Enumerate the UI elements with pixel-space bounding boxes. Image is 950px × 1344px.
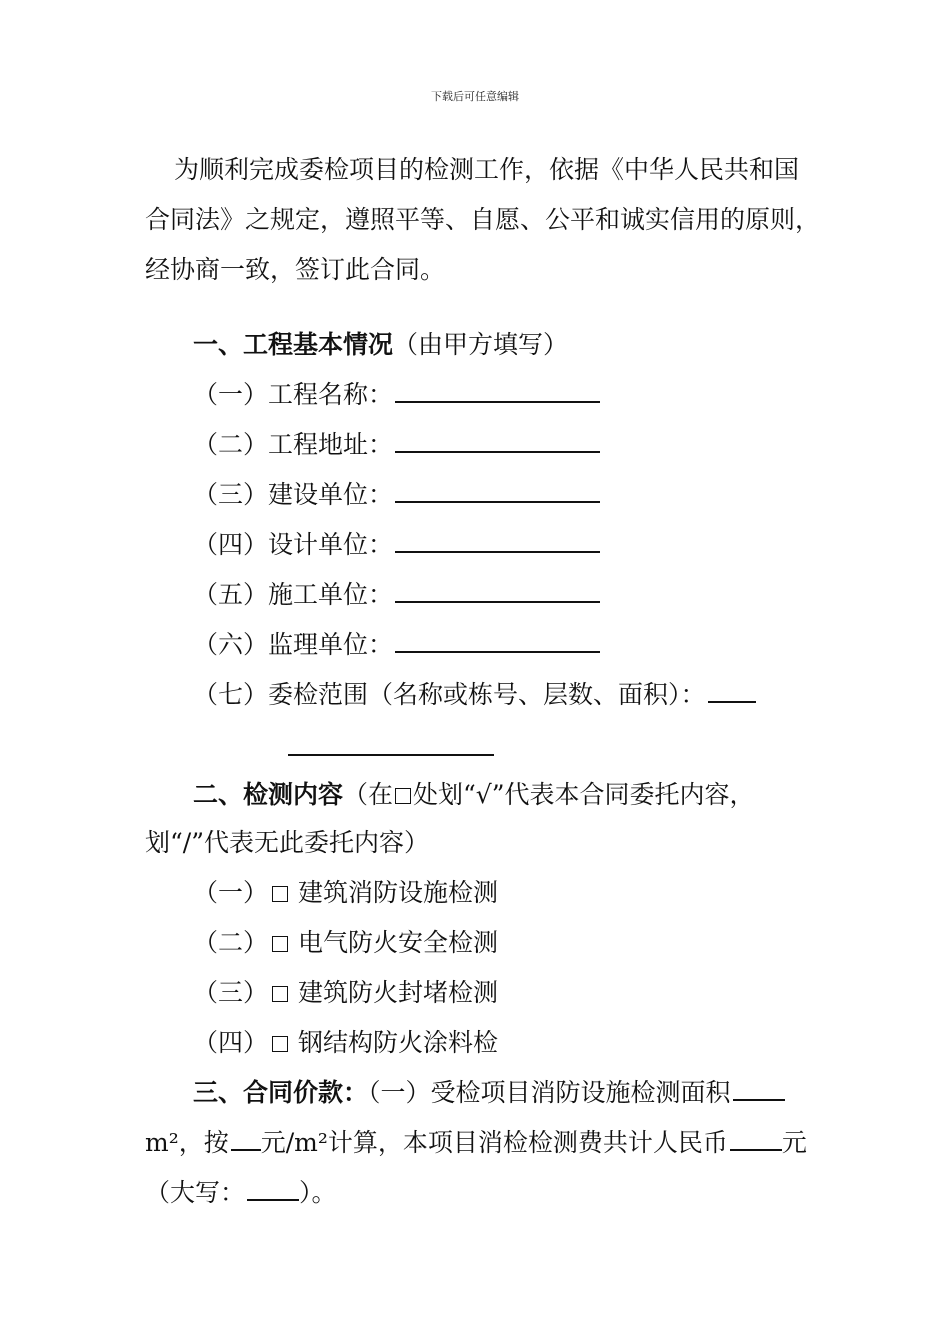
inspection-scope-blank[interactable] (708, 677, 756, 703)
supervision-unit-row (193, 620, 600, 670)
item-number: （一） (193, 380, 269, 409)
intro-line-1: 为顺利完成委检项目的检测工作，依据《中华人民共和国 (174, 155, 800, 184)
item-number: （二） (193, 430, 269, 459)
section-2-note-line-2: 划“/”代表无此委托内容） (145, 828, 429, 857)
item-label: 建筑消防设施检测 (298, 878, 499, 907)
section-2-title: 二、检测内容 (193, 780, 344, 809)
intro-line-3: 经协商一致，签订此合同。 (145, 255, 446, 284)
item-number: （二） (193, 928, 269, 957)
test-item-fire-sealing (193, 968, 498, 1018)
area-blank[interactable] (733, 1075, 785, 1101)
item-number: （六） (193, 630, 269, 659)
item-label: 工程名称： (268, 380, 394, 409)
item-label: 设计单位： (268, 530, 394, 559)
item-number: （一） (193, 878, 269, 907)
builder-unit-blank[interactable] (395, 577, 600, 603)
builder-unit-row (193, 570, 600, 620)
section-1-title: 一、工程基本情况 (193, 330, 394, 359)
item-number: （四） (193, 1028, 269, 1057)
item-label: 委检范围（名称或栋号、层数、面积）： (268, 680, 706, 709)
section-3-text: （一）受检项目消防设施检测面积 (368, 1078, 731, 1107)
section-3-line-2 (145, 1118, 807, 1168)
intro-line-2: 合同法》之规定，遵照平等、自愿、公平和诚实信用的原则， (145, 205, 821, 234)
project-address-blank[interactable] (395, 427, 600, 453)
item-number: （四） (193, 530, 269, 559)
section-1-heading (193, 320, 568, 370)
section-2-note-cont: 处划“√”代表本合同委托内容， (413, 780, 755, 809)
project-name-blank[interactable] (395, 377, 600, 403)
checkbox[interactable] (272, 936, 288, 952)
total-fee-blank[interactable] (730, 1125, 782, 1151)
fee-text: 元/m²计算，本项目消检检测费共计人民币 (260, 1128, 728, 1157)
supervision-unit-blank[interactable] (395, 627, 600, 653)
test-item-steel-coating (193, 1018, 498, 1068)
item-number: （三） (193, 978, 269, 1007)
item-label: 钢结构防火涂料检 (298, 1028, 499, 1057)
checkbox-icon (395, 788, 411, 804)
item-number: （五） (193, 580, 269, 609)
project-address-row (193, 420, 600, 470)
item-label: 建设单位： (268, 480, 394, 509)
capital-label: （大写： (145, 1178, 246, 1207)
item-label: 建筑防火封堵检测 (298, 978, 499, 1007)
design-unit-blank[interactable] (395, 527, 600, 553)
project-name-row (193, 370, 600, 420)
capital-close: ）。 (299, 1178, 337, 1207)
checkbox[interactable] (272, 886, 288, 902)
section-2-heading (193, 770, 755, 820)
test-item-fire-facilities (193, 868, 498, 918)
section-3-title: 三、合同价款： (193, 1078, 369, 1107)
section-2-note: （在 (343, 780, 394, 809)
construction-unit-blank[interactable] (395, 477, 600, 503)
item-label: 工程地址： (268, 430, 394, 459)
checkbox[interactable] (272, 986, 288, 1002)
section-1-note: （由甲方填写） (393, 330, 569, 359)
design-unit-row (193, 520, 600, 570)
section-3-line-1 (193, 1068, 785, 1118)
capital-amount-blank[interactable] (247, 1175, 299, 1201)
section-3-line-3 (145, 1168, 337, 1218)
page-header: 下载后可任意编辑 (431, 90, 519, 103)
item-label: 监理单位： (268, 630, 394, 659)
item-label: 施工单位： (268, 580, 394, 609)
test-item-electrical-safety (193, 918, 498, 968)
item-number: （七） (193, 680, 269, 709)
construction-unit-row (193, 470, 600, 520)
inspection-scope-row (193, 670, 756, 720)
item-number: （三） (193, 480, 269, 509)
inspection-scope-blank-continued[interactable] (288, 730, 494, 756)
item-label: 电气防火安全检测 (298, 928, 499, 957)
unit-text: m²，按 (145, 1128, 229, 1157)
unit-price-blank[interactable] (231, 1125, 261, 1151)
currency-text: 元 (781, 1128, 807, 1157)
checkbox[interactable] (272, 1036, 288, 1052)
